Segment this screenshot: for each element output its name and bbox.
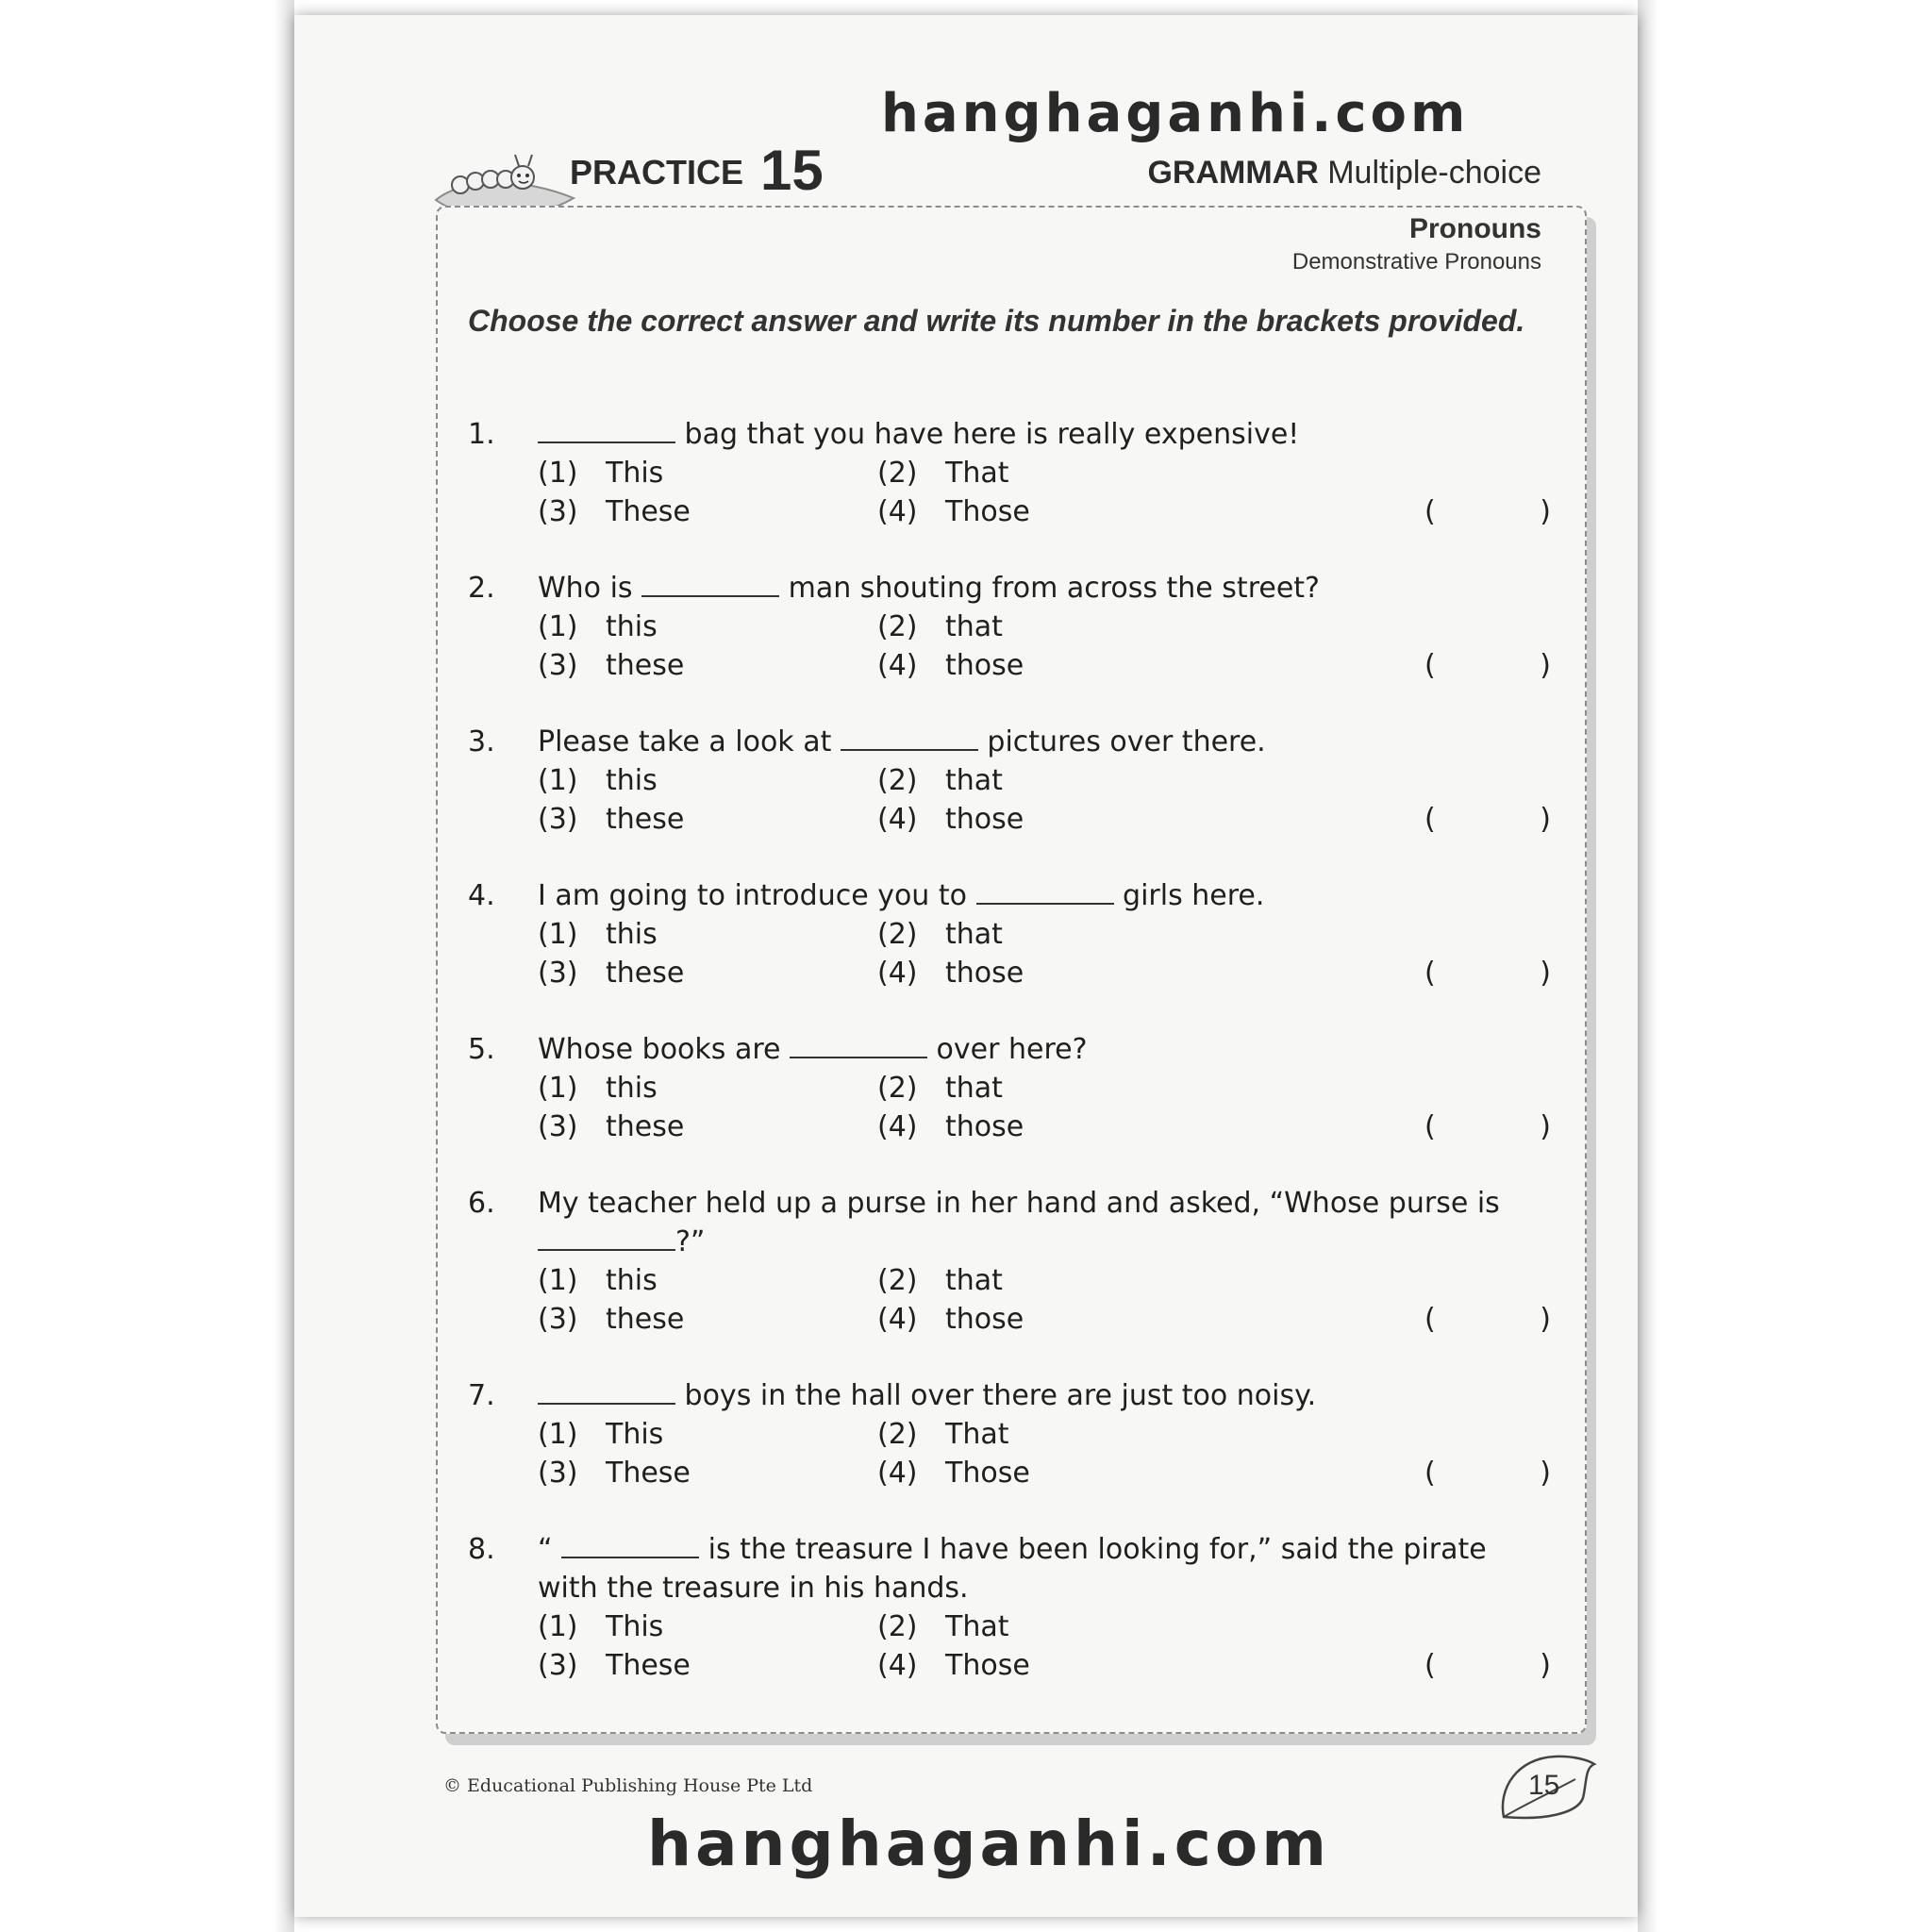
question-text-after-blank: is the treasure I have been looking for,” said the pirate with the treasure in his hands. — [538, 1533, 1487, 1605]
answer-blank — [538, 1228, 675, 1251]
answer-blank — [641, 575, 779, 597]
option-item — [877, 1454, 1217, 1492]
option-number: (2) — [877, 764, 918, 797]
option-number: (3) — [538, 1303, 578, 1336]
option-text: these — [606, 649, 685, 682]
bracket-open: ( — [1424, 1303, 1436, 1336]
option-number: (1) — [538, 1418, 578, 1451]
question-text-after-blank: pictures over there. — [977, 725, 1266, 758]
question-text-before-blank: Whose books are — [538, 1033, 790, 1066]
answer-blank — [538, 421, 675, 443]
option-text: this — [606, 1264, 658, 1297]
option-item — [538, 761, 877, 800]
option-item — [538, 1108, 877, 1146]
option-text: these — [606, 1303, 685, 1336]
section-title-rest: Multiple-choice — [1327, 155, 1541, 191]
option-number: (3) — [538, 1457, 578, 1490]
option-number: (3) — [538, 803, 578, 836]
question-text-before-blank: Who is — [538, 572, 642, 605]
option-text: That — [945, 1610, 1009, 1643]
question-text-after-blank: man shouting from across the street? — [779, 572, 1320, 605]
practice-label: PRACTICE — [570, 153, 744, 192]
option-item — [877, 1069, 1217, 1108]
question-number: 3. — [468, 725, 495, 758]
option-number: (2) — [877, 457, 918, 490]
watermark-bottom: hanghaganhi.com — [647, 1807, 1330, 1880]
bracket-open: ( — [1424, 1110, 1436, 1143]
answer-blank — [538, 1382, 675, 1405]
option-number: (3) — [538, 495, 578, 528]
option-text: these — [606, 1110, 685, 1143]
question-text-after-blank: over here? — [927, 1033, 1088, 1066]
option-text: Those — [945, 1649, 1030, 1682]
option-text: that — [945, 918, 1003, 951]
question-item — [468, 569, 1551, 685]
option-item — [877, 1607, 1217, 1646]
option-number: (3) — [538, 649, 578, 682]
option-number: (4) — [877, 957, 918, 990]
bracket-open: ( — [1424, 649, 1436, 682]
answer-bracket — [1424, 1300, 1551, 1339]
option-item — [538, 1415, 877, 1454]
question-item — [468, 415, 1551, 531]
option-text: Those — [945, 1457, 1030, 1490]
bracket-close: ) — [1540, 1110, 1551, 1143]
option-item — [538, 1300, 877, 1339]
option-text: those — [945, 649, 1024, 682]
option-item — [877, 454, 1217, 492]
answer-blank — [976, 882, 1114, 905]
option-text: those — [945, 803, 1024, 836]
question-text-before-blank: I am going to introduce you to — [538, 879, 976, 912]
topic-title: Pronouns — [1409, 213, 1541, 244]
copyright-footer: © Educational Publishing House Pte Ltd — [443, 1775, 813, 1796]
option-number: (2) — [877, 1072, 918, 1105]
option-number: (2) — [877, 610, 918, 643]
answer-bracket — [1424, 1646, 1551, 1685]
question-item — [468, 723, 1551, 839]
bracket-close: ) — [1540, 649, 1551, 682]
question-text-before-blank: “ — [538, 1533, 562, 1566]
option-number: (1) — [538, 764, 578, 797]
question-number: 8. — [468, 1533, 495, 1566]
option-text: These — [606, 1457, 691, 1490]
option-text: This — [606, 457, 664, 490]
option-number: (3) — [538, 1110, 578, 1143]
option-number: (1) — [538, 1264, 578, 1297]
question-text-after-blank: girls here. — [1113, 879, 1265, 912]
option-item — [877, 1646, 1217, 1685]
option-number: (4) — [877, 1649, 918, 1682]
option-item — [538, 1454, 877, 1492]
option-item — [877, 800, 1217, 839]
question-text — [538, 569, 1551, 608]
bracket-open: ( — [1424, 957, 1436, 990]
option-number: (3) — [538, 1649, 578, 1682]
question-text — [538, 1530, 1551, 1607]
option-number: (2) — [877, 1610, 918, 1643]
question-text-after-blank: ?” — [675, 1225, 706, 1258]
question-number: 5. — [468, 1033, 495, 1066]
question-item — [468, 1184, 1551, 1339]
option-text: that — [945, 1072, 1003, 1105]
option-number: (2) — [877, 918, 918, 951]
option-item — [877, 492, 1217, 531]
option-text: that — [945, 764, 1003, 797]
answer-blank — [790, 1036, 927, 1058]
answer-bracket — [1424, 954, 1551, 992]
section-title-bold: GRAMMAR — [1147, 155, 1319, 191]
question-number: 4. — [468, 879, 495, 912]
question-item — [468, 1030, 1551, 1146]
option-number: (2) — [877, 1418, 918, 1451]
question-text — [538, 876, 1551, 915]
question-number: 7. — [468, 1379, 495, 1412]
option-number: (4) — [877, 649, 918, 682]
option-item — [538, 954, 877, 992]
answer-bracket — [1424, 492, 1551, 531]
option-text: this — [606, 1072, 658, 1105]
option-text: this — [606, 918, 658, 951]
option-item — [538, 608, 877, 646]
option-item — [877, 915, 1217, 954]
answer-blank — [841, 728, 978, 751]
question-item — [468, 1530, 1551, 1685]
option-text: This — [606, 1610, 664, 1643]
answer-bracket — [1424, 1454, 1551, 1492]
practice-heading — [570, 138, 824, 203]
option-item — [538, 1646, 877, 1685]
section-title — [1147, 155, 1541, 192]
question-number: 1. — [468, 418, 495, 451]
option-text: those — [945, 1110, 1024, 1143]
option-item — [538, 1069, 877, 1108]
option-item — [538, 915, 877, 954]
answer-bracket — [1424, 1108, 1551, 1146]
option-item — [877, 954, 1217, 992]
option-number: (1) — [538, 918, 578, 951]
bracket-close: ) — [1540, 1457, 1551, 1490]
instruction-text: Choose the correct answer and write its number in the brackets provided. — [468, 304, 1525, 338]
option-text: those — [945, 1303, 1024, 1336]
option-item — [877, 761, 1217, 800]
option-number: (4) — [877, 803, 918, 836]
question-text — [538, 723, 1551, 761]
option-number: (1) — [538, 457, 578, 490]
question-text — [538, 1184, 1551, 1261]
option-item — [877, 1300, 1217, 1339]
option-number: (3) — [538, 957, 578, 990]
option-text: These — [606, 495, 691, 528]
question-list — [468, 415, 1551, 1723]
option-text: that — [945, 610, 1003, 643]
watermark-top: hanghaganhi.com — [881, 83, 1470, 144]
question-item — [468, 1376, 1551, 1492]
option-item — [877, 646, 1217, 685]
option-text: this — [606, 764, 658, 797]
option-number: (4) — [877, 1110, 918, 1143]
option-item — [538, 454, 877, 492]
question-text-before-blank: Please take a look at — [538, 725, 841, 758]
option-item — [877, 608, 1217, 646]
bracket-close: ) — [1540, 1303, 1551, 1336]
bracket-open: ( — [1424, 803, 1436, 836]
question-text-before-blank: My teacher held up a purse in her hand and asked, “Whose purse is — [538, 1187, 1500, 1220]
answer-blank — [561, 1536, 699, 1558]
option-number: (4) — [877, 495, 918, 528]
answer-bracket — [1424, 800, 1551, 839]
bracket-open: ( — [1424, 495, 1436, 528]
question-number: 2. — [468, 572, 495, 605]
option-number: (1) — [538, 1072, 578, 1105]
option-number: (1) — [538, 1610, 578, 1643]
option-text: these — [606, 957, 685, 990]
bracket-open: ( — [1424, 1649, 1436, 1682]
page-border-left — [0, 0, 294, 1932]
option-text: that — [945, 1264, 1003, 1297]
question-text — [538, 1376, 1551, 1415]
option-item — [538, 1261, 877, 1300]
option-number: (1) — [538, 610, 578, 643]
option-item — [538, 800, 877, 839]
option-text: These — [606, 1649, 691, 1682]
page-number: 15 — [1528, 1770, 1560, 1801]
page-border-right — [1638, 0, 1932, 1932]
option-item — [877, 1415, 1217, 1454]
option-item — [877, 1108, 1217, 1146]
practice-number: 15 — [760, 139, 824, 202]
option-text: That — [945, 1418, 1009, 1451]
option-item — [538, 646, 877, 685]
question-text-after-blank: boys in the hall over there are just too noisy. — [675, 1379, 1317, 1412]
option-item — [538, 1607, 877, 1646]
answer-bracket — [1424, 646, 1551, 685]
option-item — [538, 492, 877, 531]
option-text: Those — [945, 495, 1030, 528]
bracket-open: ( — [1424, 1457, 1436, 1490]
option-text: those — [945, 957, 1024, 990]
option-text: these — [606, 803, 685, 836]
question-text — [538, 1030, 1551, 1069]
question-text-after-blank: bag that you have here is really expensive! — [675, 418, 1300, 451]
option-text: That — [945, 457, 1009, 490]
option-number: (2) — [877, 1264, 918, 1297]
option-number: (4) — [877, 1303, 918, 1336]
question-text — [538, 415, 1551, 454]
bracket-close: ) — [1540, 1649, 1551, 1682]
bracket-close: ) — [1540, 803, 1551, 836]
option-item — [877, 1261, 1217, 1300]
question-item — [468, 876, 1551, 992]
bracket-close: ) — [1540, 957, 1551, 990]
topic-block — [1292, 213, 1541, 275]
option-text: this — [606, 610, 658, 643]
option-number: (4) — [877, 1457, 918, 1490]
bracket-close: ) — [1540, 495, 1551, 528]
option-text: This — [606, 1418, 664, 1451]
subtopic-title: Demonstrative Pronouns — [1291, 249, 1541, 275]
question-number: 6. — [468, 1187, 495, 1220]
